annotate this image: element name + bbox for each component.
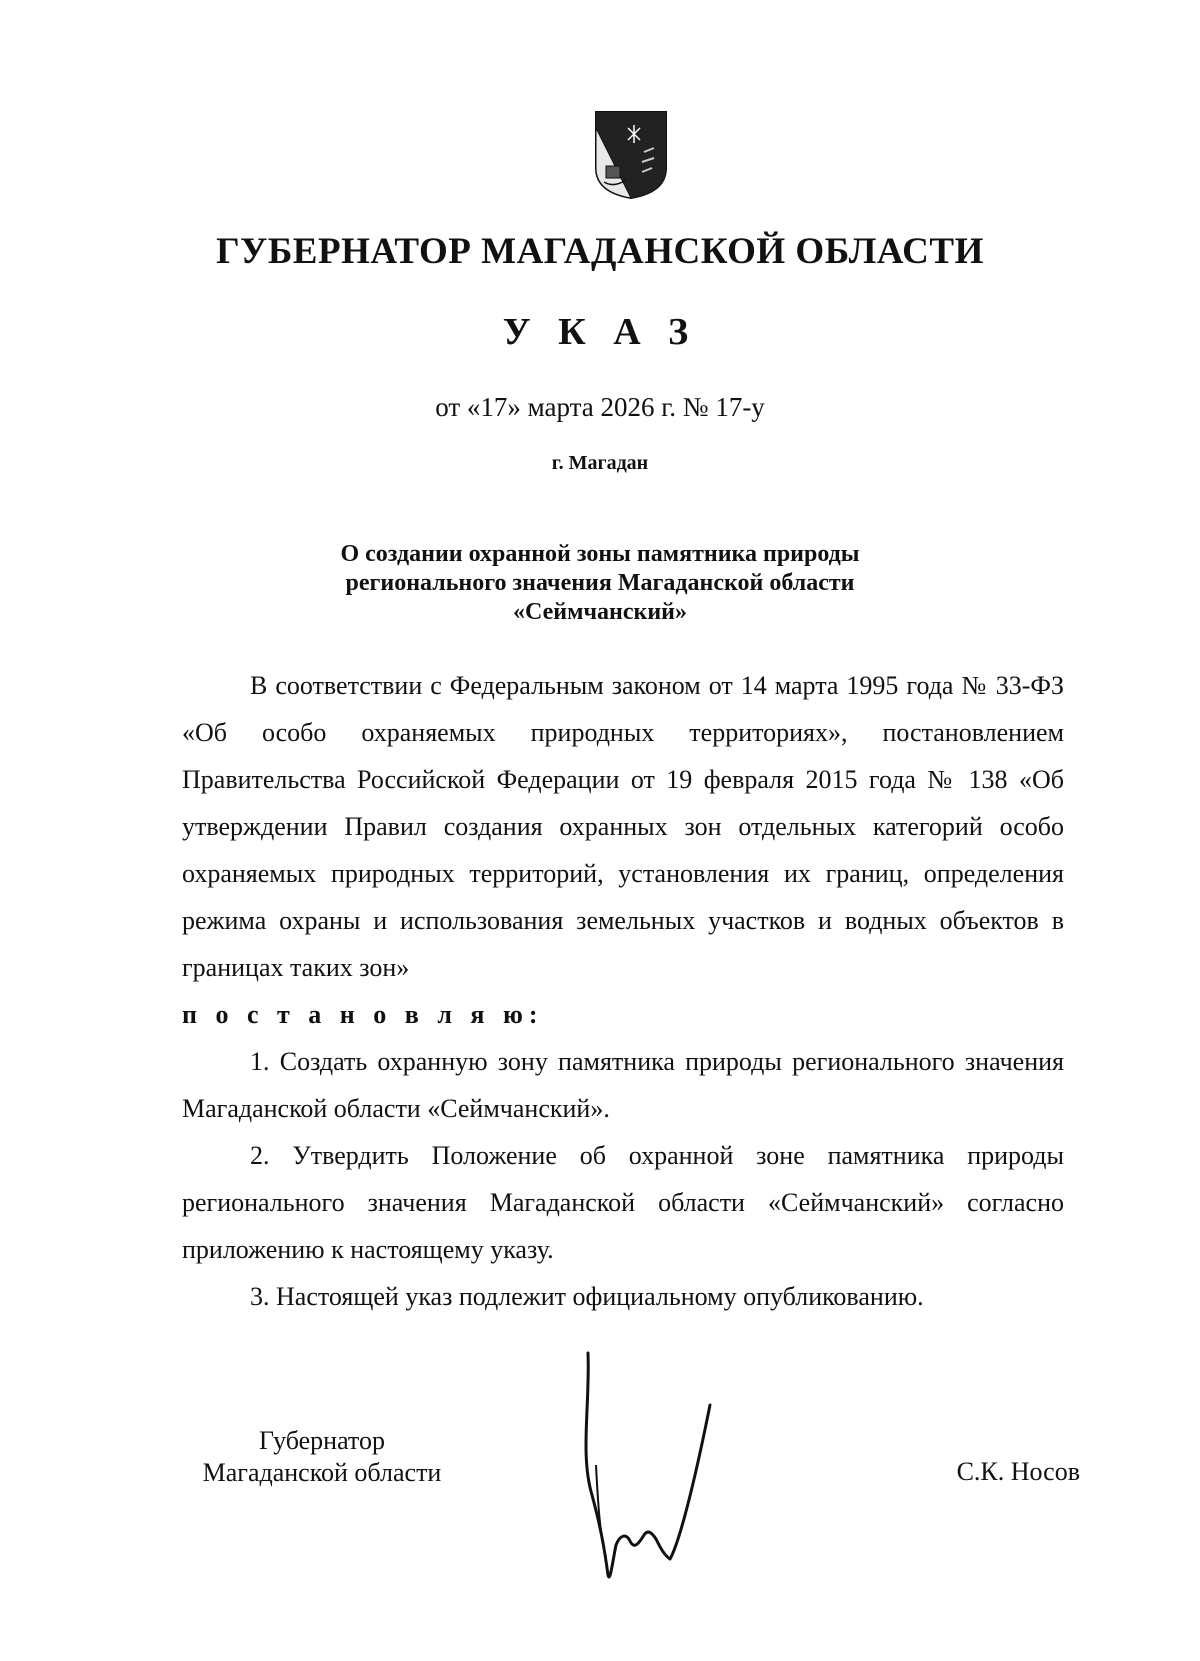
document-title [180,540,1020,627]
signatory-position [182,1425,462,1489]
document-city: г. Магадан [551,452,649,474]
decree-word: п о с т а н о в л я ю: [182,1000,544,1029]
signatory-name: С.К. Носов [956,1457,1080,1486]
preamble-text: В соответствии с Федеральным законом от 14 марта 1995 года № 33-ФЗ «Об особо охраняемых природных территориях», постановлением Правительства Российской Федерации от 19 февраля 2015 года № 138 «Об утверждении Правил создания охранных зон отдельных категорий особо охраняемых природных территорий, установления их границ, определения режима охраны и использования земельных участков и водных объектов в границах таких зон» [182,671,1064,982]
handwritten-signature [560,1345,760,1595]
title-line: регионального значения Магаданской области [345,570,855,596]
document-date-number: от «17» марта 2026 г. № 17-у [435,392,765,422]
position-line: Губернатор [259,1426,385,1455]
decree-item-3: 3. Настоящей указ подлежит официальному опубликованию. [250,1282,924,1311]
coat-of-arms-emblem [592,108,670,200]
title-line: «Сеймчанский» [513,599,687,625]
issuing-authority: ГУБЕРНАТОР МАГАДАНСКОЙ ОБЛАСТИ [216,231,984,272]
decree-item-1: 1. Создать охранную зону памятника природы регионального значения Магаданской области «Сеймчанский». [182,1047,1064,1123]
decree-item-2: 2. Утвердить Положение об охранной зоне памятника природы регионального значения Магаданской области «Сеймчанский» согласно приложению к настоящему указу. [182,1141,1064,1264]
preamble-paragraph [182,662,1064,1038]
document-type-heading: У К А З [502,311,698,353]
title-line: О создании охранной зоны памятника природы [340,541,860,567]
document-body [182,662,1064,1320]
position-line: Магаданской области [202,1458,442,1487]
